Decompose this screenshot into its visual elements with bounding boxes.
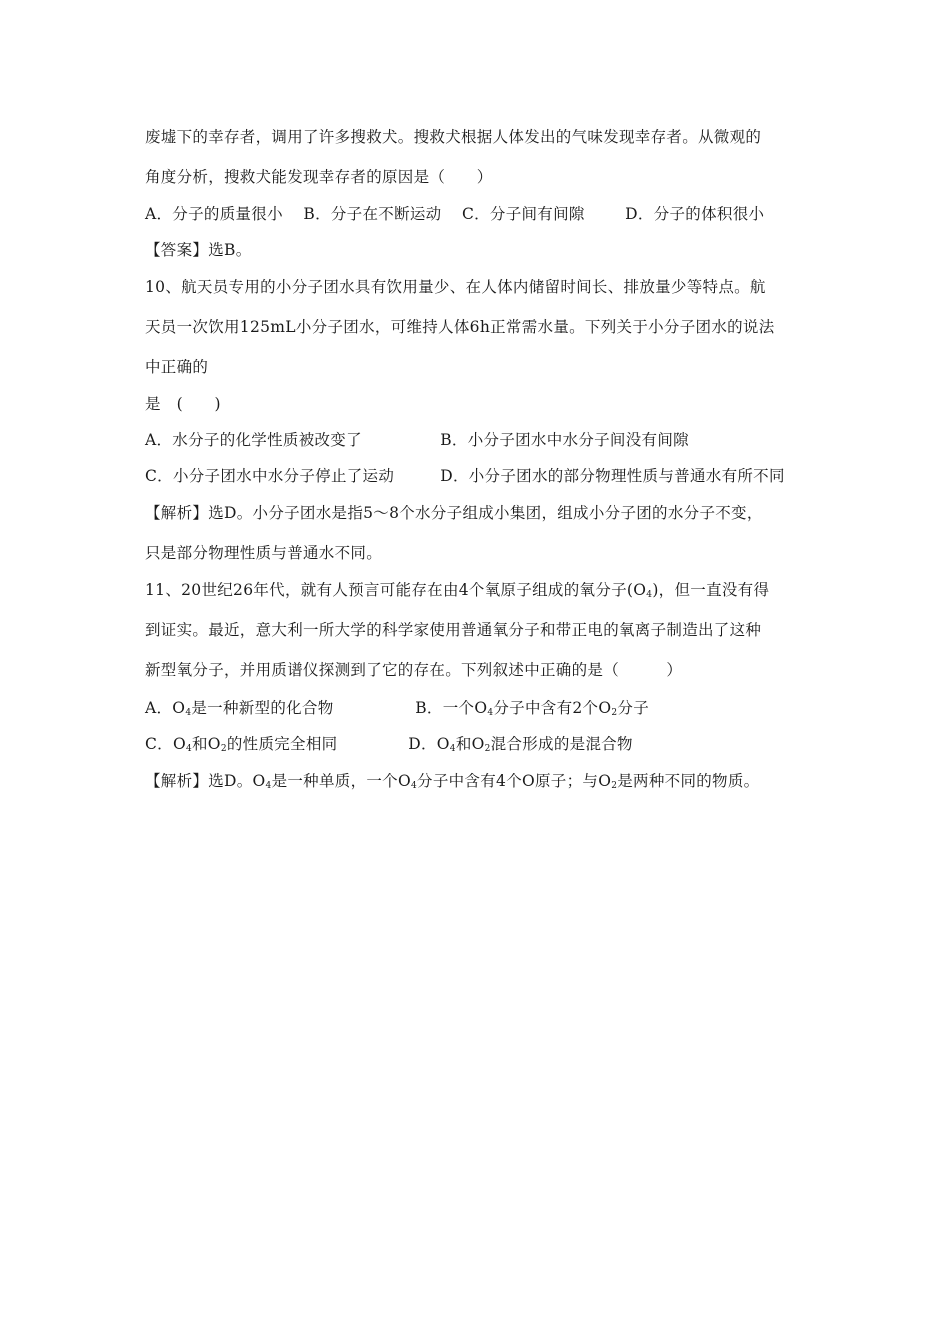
- q11-option-d: [408, 735, 633, 753]
- subscript: 4: [265, 781, 272, 791]
- q9-option-d: D．分子的体积很小: [625, 205, 765, 223]
- subscript: 4: [487, 708, 494, 718]
- q9-option-a: A．分子的质量很小: [145, 205, 283, 223]
- q11-stem-line1-text: 11、20世纪26年代，就有人预言可能存在由4个氧原子组成的氧分子(O: [145, 581, 647, 599]
- q9-option-c: C．分子间有间隙: [461, 205, 585, 223]
- subscript: 4: [185, 744, 192, 754]
- q11-stem-line1-tail: )，但一直没有得: [652, 581, 770, 599]
- option-text: 是一种新型的化合物: [191, 699, 334, 717]
- q10-option-a: A．水分子的化学性质被改变了: [145, 431, 362, 449]
- q10-stem-line1: 10、航天员专用的小分子团水具有饮用量少、在人体内储留时间长、排放量少等特点。航: [145, 278, 766, 296]
- option-text: C．O: [145, 735, 186, 753]
- q11-stem-line2: 到证实。最近，意大利一所大学的科学家使用普通氧分子和带正电的氧离子制造出了这种: [145, 621, 762, 639]
- option-text: 分子: [617, 699, 649, 717]
- subscript: 2: [484, 744, 491, 754]
- subscript: 4: [449, 744, 456, 754]
- q10-option-d: D．小分子团水的部分物理性质与普通水有所不同: [440, 467, 785, 485]
- q10-stem-line2: 天员一次饮用125mL小分子团水，可维持人体6h正常需水量。下列关于小分子团水的说法: [145, 318, 775, 336]
- q10-analysis-line1: 【解析】选D。小分子团水是指5～8个水分子组成小集团，组成小分子团的水分子不变，: [145, 504, 763, 522]
- q9-answer: 【答案】选B。: [145, 241, 252, 259]
- q9-option-b: B．分子在不断运动: [303, 205, 442, 223]
- q11-stem-line3: 新型氧分子，并用质谱仪探测到了它的存在。下列叙述中正确的是（ ）: [145, 661, 683, 679]
- q9-stem-line1: 废墟下的幸存者，调用了许多搜救犬。搜救犬根据人体发出的气味发现幸存者。从微观的: [145, 128, 762, 146]
- option-text: 混合形成的是混合物: [490, 735, 633, 753]
- q11-analysis: [145, 771, 759, 791]
- q10-options-row2: [145, 466, 785, 486]
- analysis-text: 是两种不同的物质。: [617, 772, 760, 790]
- subscript: 4: [411, 781, 418, 791]
- q9-options: [145, 204, 764, 224]
- option-text: A．O: [145, 699, 186, 717]
- subscript: 4: [185, 708, 192, 718]
- option-text: D．O: [408, 735, 450, 753]
- analysis-text: 【解析】选D。O: [145, 772, 266, 790]
- q10-option-c: C．小分子团水中水分子停止了运动: [145, 467, 395, 485]
- option-text: 的性质完全相同: [226, 735, 338, 753]
- subscript: 4: [646, 590, 653, 600]
- subscript: 2: [611, 708, 618, 718]
- q10-stem-line3: 中正确的: [145, 358, 209, 376]
- q11-option-c: [145, 734, 403, 754]
- q10-stem-line4: 是 ( ): [145, 395, 221, 413]
- analysis-text: 分子中含有4个O原子；与O: [417, 772, 612, 790]
- q11-stem-line1: [145, 580, 769, 600]
- q11-options-row2: [145, 734, 633, 754]
- option-text: 分子中含有2个O: [493, 699, 612, 717]
- option-text: 和O: [192, 735, 221, 753]
- q11-options-row1: [145, 698, 649, 718]
- q9-stem-line2: 角度分析，搜救犬能发现幸存者的原因是（ ）: [145, 168, 493, 186]
- subscript: 2: [611, 781, 618, 791]
- q10-option-b: B．小分子团水中水分子间没有间隙: [440, 431, 689, 449]
- option-text: 和O: [455, 735, 485, 753]
- q10-analysis-line2: 只是部分物理性质与普通水不同。: [145, 544, 383, 562]
- subscript: 2: [220, 744, 227, 754]
- q11-option-b: [415, 699, 649, 717]
- option-text: B．一个O: [415, 699, 488, 717]
- q10-options-row1: [145, 430, 689, 450]
- analysis-text: 是一种单质，一个O: [271, 772, 411, 790]
- q11-option-a: [145, 698, 410, 718]
